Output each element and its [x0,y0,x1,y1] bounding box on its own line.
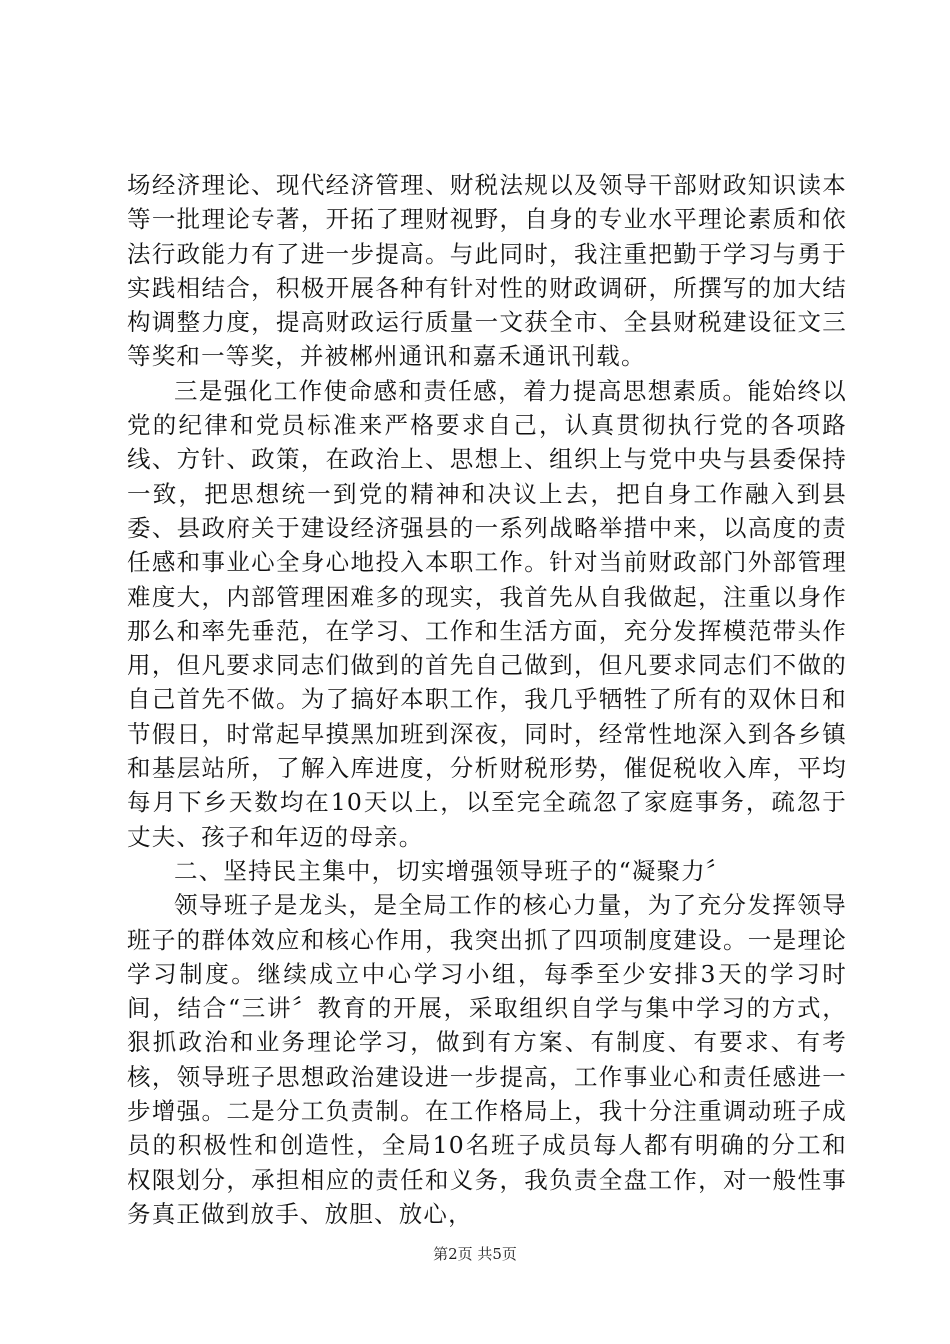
page-number-footer: 第2页 共5页 [433,1245,517,1263]
document-body [127,168,847,1231]
paragraph-leadership: 领导班子是龙头，是全局工作的核心力量，为了充分发挥领导班子的群体效应和核心作用，我突出抓了四项制度建设。一是理论学习制度。继续成立中心学习小组，每季至少安排3天的学习时间，结合“三讲〞教育的开展，采取组织自学与集中学习的方式，狠抓政治和业务理论学习，做到有方案、有制度、有要求、有考核，领导班子思想政治建设进一步提高，工作事业心和责任感进一步增强。二是分工负责制。在工作格局上，我十分注重调动班子成员的积极性和创造性，全局10名班子成员每人都有明确的分工和权限划分，承担相应的责任和义务，我负责全盘工作，对一般性事务真正做到放手、放胆、放心， [127,891,847,1228]
section-heading-two: 二、坚持民主集中，切实增强领导班子的“凝聚力〞 [174,856,731,885]
paragraph-point-three: 三是强化工作使命感和责任感，着力提高思想素质。能始终以党的纪律和党员标准来严格要求自己，认真贯彻执行党的各项路线、方针、政策，在政治上、思想上、组织上与党中央与县委保持一致，把思想统一到党的精神和决议上去，把自身工作融入到县委、县政府关于建设经济强县的一系列战略举措中来，以高度的责任感和事业心全身心地投入本职工作。针对当前财政部门外部管理难度大，内部管理困难多的现实，我首先从自我做起，注重以身作那么和率先垂范，在学习、工作和生活方面，充分发挥模范带头作用，但凡要求同志们做到的首先自己做到，但凡要求同志们不做的自己首先不做。为了搞好本职工作，我几乎牺牲了所有的双休日和节假日，时常起早摸黑加班到深夜，同时，经常性地深入到各乡镇和基层站所，了解入库进度，分析财税形势，催促税收入库，平均每月下乡天数均在10天以上，以至完全疏忽了家庭事务，疏忽于丈夫、孩子和年迈的母亲。 [127,376,847,851]
paragraph-continuation: 场经济理论、现代经济管理、财税法规以及领导干部财政知识读本等一批理论专著，开拓了理财视野，自身的专业水平理论素质和依法行政能力有了进一步提高。与此同时，我注重把勤于学习与勇于实践相结合，积极开展各种有针对性的财政调研，所撰写的加大结构调整力度，提高财政运行质量一文获全市、全县财税建设征文三等奖和一等奖，并被郴州通讯和嘉禾通讯刊载。 [127,171,847,371]
